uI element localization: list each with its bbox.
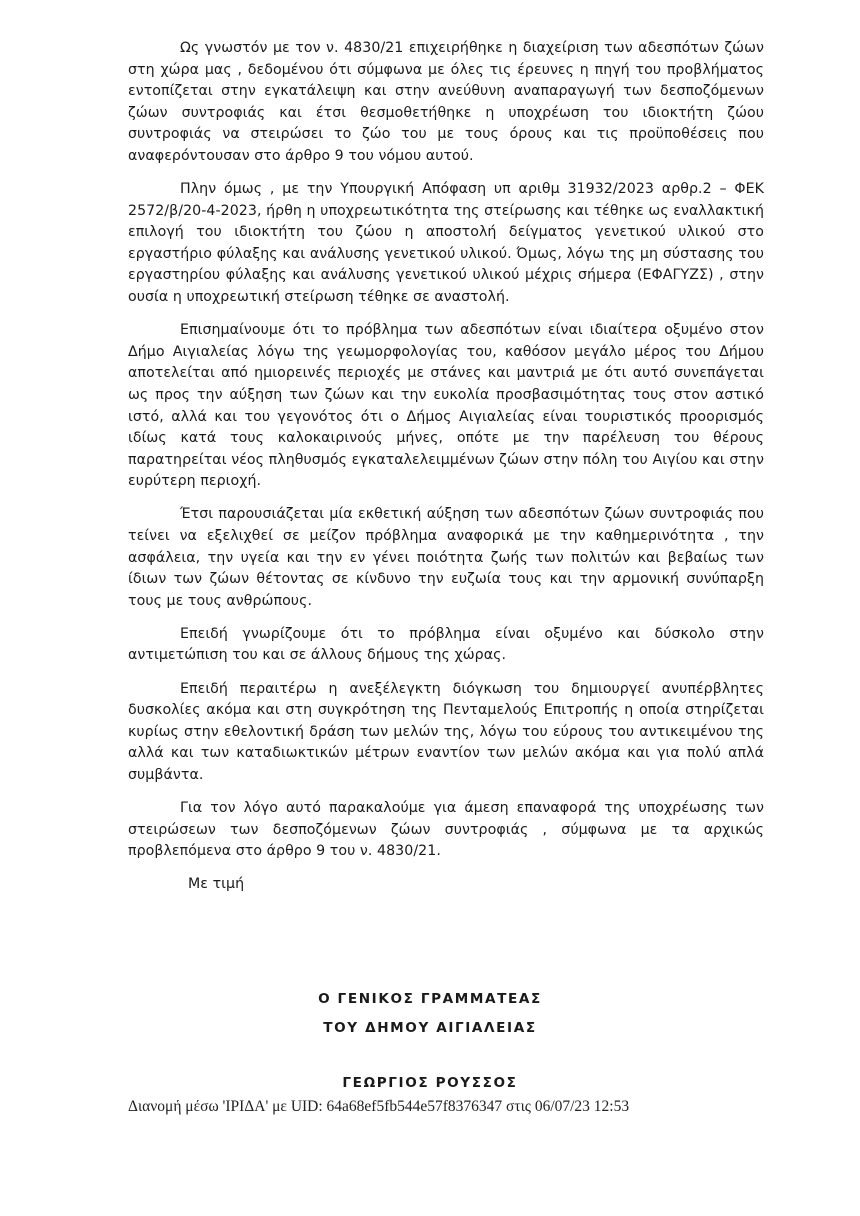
paragraph-7: Για τον λόγο αυτό παρακαλούμε για άμεση επαναφορά της υποχρέωσης των στειρώσεων των δεσποζόμενων ζώων συντροφιάς , σύμφωνα με τα αρχικώς προβλεπόμενα στο άρθρο 9 του ν. 4830/21. [128, 800, 764, 860]
closing-salutation: Με τιμή [188, 876, 245, 893]
signature-name: ΓΕΩΡΓΙΟΣ ΡΟΥΣΣΟΣ [342, 1075, 518, 1091]
paragraph-6: Επειδή περαιτέρω η ανεξέλεγκτη διόγκωση του δημιουργεί ανυπέρβλητες δυσκολίες ακόμα και στη συγκρότηση της Πενταμελούς Επιτροπής η οποία στηρίζεται κυρίως στην εθελοντική δράση των μελών της, λόγω του εύρους του αντικειμένου της αλλά και των καταδιωκτικών μέτρων εναντίον των μελών ακόμα και για πολύ απλά συμβάντα. [128, 680, 764, 783]
distribution-note: Διανομή μέσω 'ΙΡΙΔΑ' με UID: 64a68ef5fb544e57f8376347 στις 06/07/23 12:53 [128, 1098, 630, 1115]
paragraph-4: Έτσι παρουσιάζεται μία εκθετική αύξηση των αδεσπότων ζώων συντροφιάς που τείνει να εξελιχθεί σε μείζον πρόβλημα αναφορικά με την καθημερινότητα , την ασφάλεια, την υγεία και την εν γένει ποιότητα ζωής των πολιτών και βεβαίως των ίδιων των ζώων θέτοντας σε κίνδυνο την ευζωία τους και την αρμονική συνύπαρξη τους με τους ανθρώπους. [128, 506, 764, 609]
signature-role: Ο ΓΕΝΙΚΟΣ ΓΡΑΜΜΑΤΕΑΣ [318, 991, 542, 1007]
paragraph-2: Πλην όμως , με την Υπουργική Απόφαση υπ αριθμ 31932/2023 αρθρ.2 – ΦΕΚ 2572/β/20-4-2023, ήρθη η υποχρεωτικότητα της στείρωσης και τέθηκε ως εναλλακτική επιλογή του ιδιοκτήτη του ζώου η αποστολή δείγματος γενετικού υλικού στο εργαστήριο φύλαξης και ανάλυσης γενετικού υλικού. Όμως, λόγω της μη σύστασης του εργαστηρίου φύλαξης και ανάλυσης γενετικού υλικού μέχρις σήμερα (ΕΦΑΓΥΖΣ) , στην ουσία η υποχρεωτική στείρωση τέθηκε σε αναστολή. [128, 181, 764, 306]
paragraph-3: Επισημαίνουμε ότι το πρόβλημα των αδεσπότων είναι ιδιαίτερα οξυμένο στον Δήμο Αιγιαλείας λόγω της γεωμορφολογίας του, καθόσον μεγάλο μέρος του Δήμου αποτελείται από ημιορεινές περιοχές με στάνες και μαντριά με ότι αυτό συνεπάγεται ως προς την αύξηση των ζώων και την ευκολία προσβασιμότητας τους στον αστικό ιστό, αλλά και του γεγονότος ότι ο Δήμος Αιγιαλείας είναι τουριστικός προορισμός ιδίως κατά τους καλοκαιρινούς μήνες, οπότε με την παρέλευση του θέρους παρατηρείται νέος πληθυσμός εγκαταλελειμμένων ζώων στην πόλη του Αιγίου και στην ευρύτερη περιοχή. [128, 322, 764, 490]
signature-organization: ΤΟΥ ΔΗΜΟΥ ΑΙΓΙΑΛΕΙΑΣ [323, 1020, 537, 1036]
paragraph-5: Επειδή γνωρίζουμε ότι το πρόβλημα είναι οξυμένο και δύσκολο στην αντιμετώπιση του και σε άλλους δήμους της χώρας. [128, 625, 764, 664]
paragraph-1: Ως γνωστόν με τον ν. 4830/21 επιχειρήθηκε η διαχείριση των αδεσπότων ζώων στη χώρα μας , δεδομένου ότι σύμφωνα με όλες τις έρευνες η πηγή του προβλήματος εντοπίζεται στην εγκατάλειψη και στην ανεύθυνη αναπαραγωγή των δεσποζόμενων ζώων συντροφιάς και έτσι θεσμοθετήθηκε η υποχρέωση του ιδιοκτήτη ζώου συντροφιάς να στειρώσει το ζώο του με τους όρους και τις προϋποθέσεις που αναφερόντουσαν στο άρθρο 9 του νόμου αυτού. [128, 40, 764, 164]
letter-body [128, 38, 764, 896]
